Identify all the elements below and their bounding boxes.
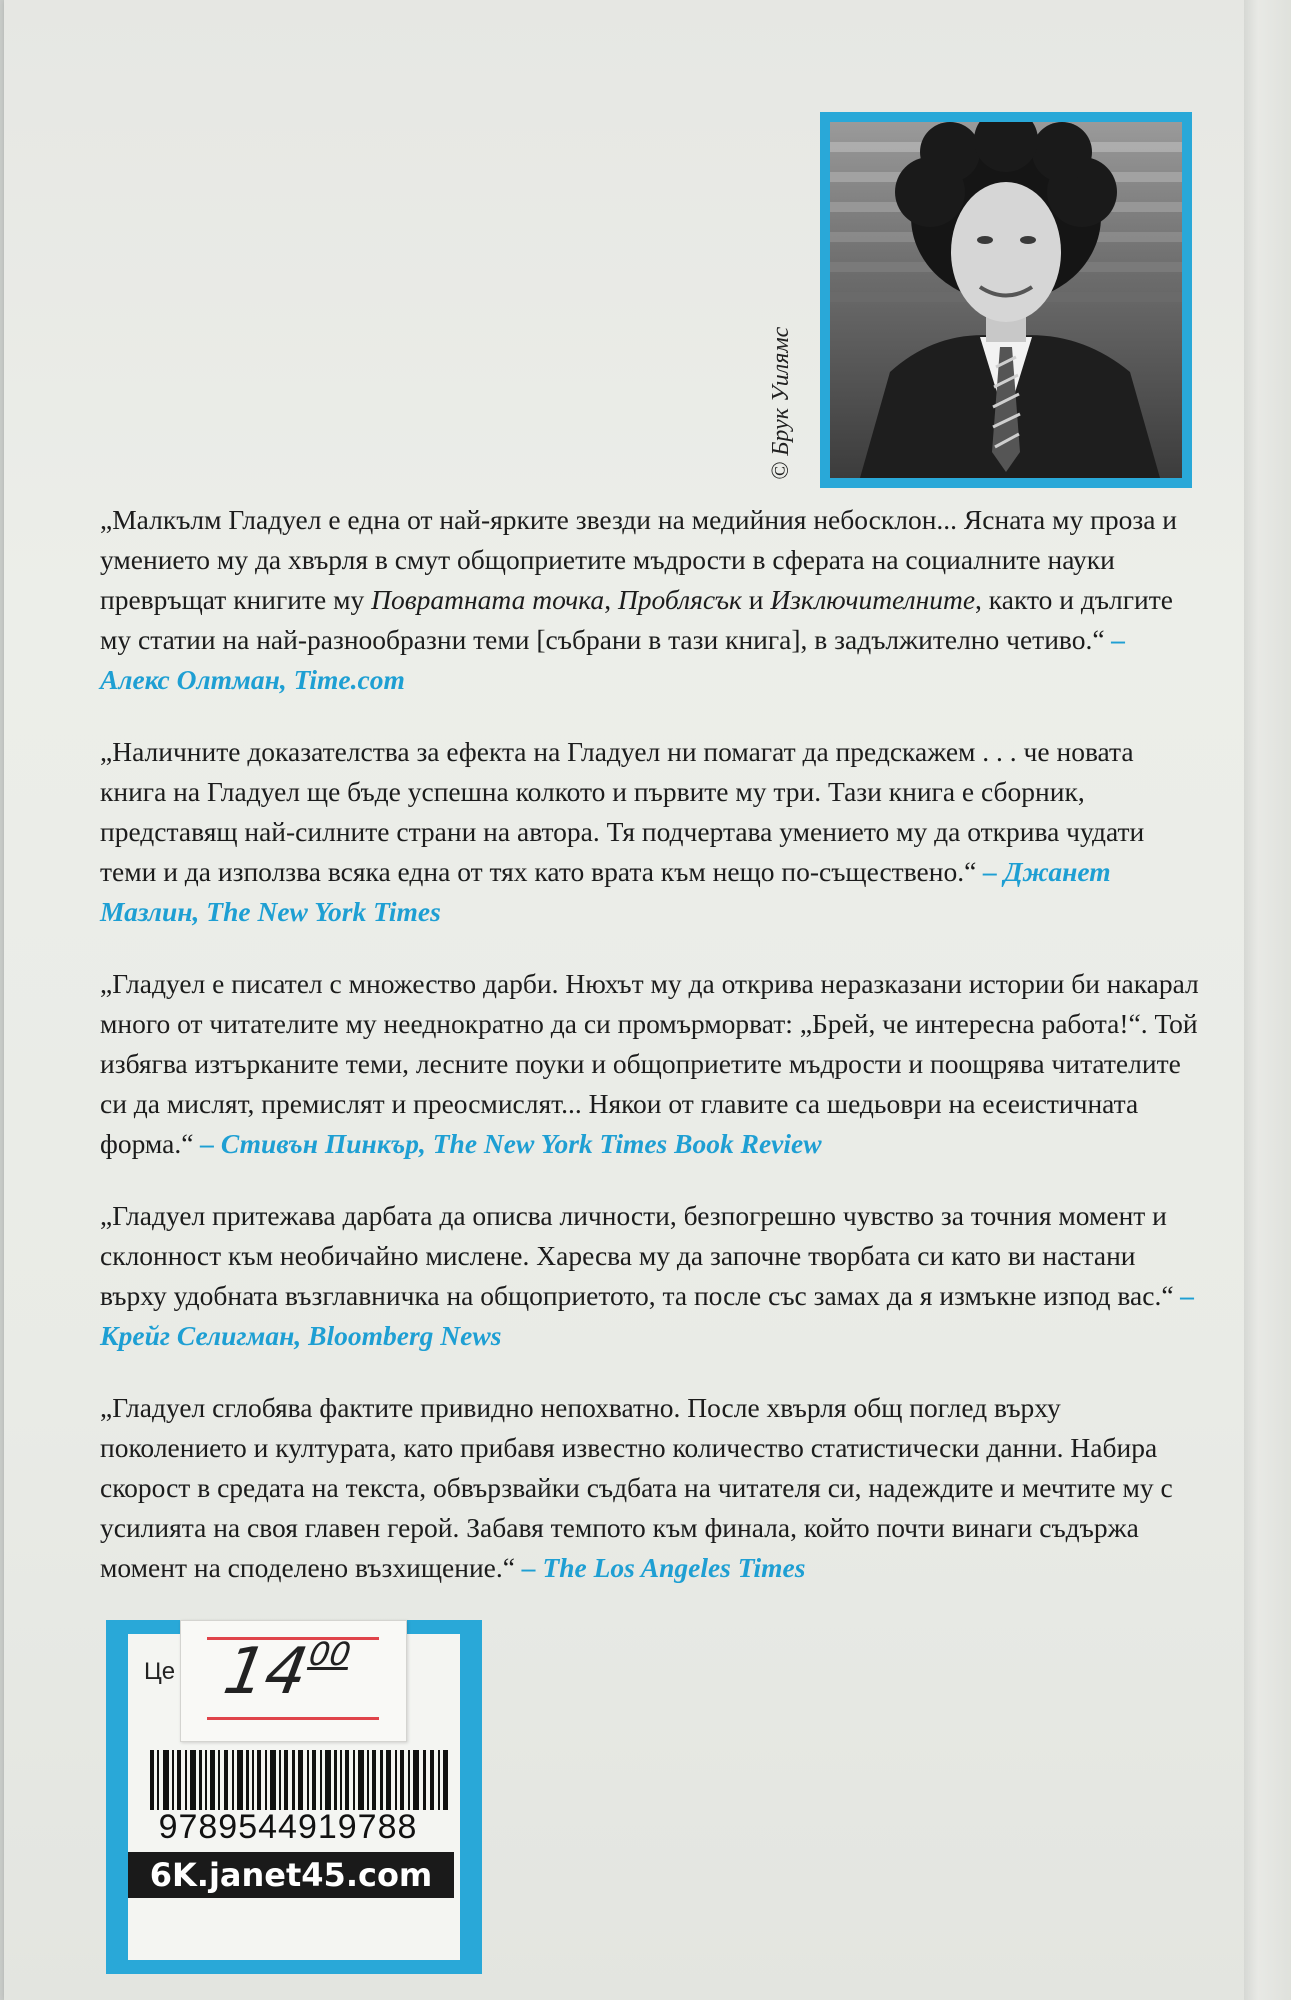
price-sticker-line-bottom	[207, 1717, 379, 1720]
author-portrait-illustration	[830, 122, 1182, 478]
review-source: – Крейг Селигман, Bloomberg News	[100, 1280, 1195, 1351]
review-source: – The Los Angeles Times	[521, 1552, 806, 1583]
reviews-section	[100, 500, 1200, 1620]
website-label: 6K.janet45.com	[128, 1852, 454, 1898]
book-title: Проблясък	[617, 584, 742, 615]
author-photo	[830, 122, 1182, 478]
book-edge	[1244, 0, 1291, 2000]
review-3	[100, 964, 1200, 1164]
review-text: „Наличните доказателства за ефекта на Гладуел ни помагат да предскажем . . . че новата книга на Гладуел ще бъде успешна колкото и първите му три. Тази книга е сборник, представящ най-силните страни на автора. Тя подчертава умението му да открива чудати теми и да използва всяка една от тях като врата към нещо по-съществено.“	[100, 736, 1145, 887]
review-text: „Малкълм Гладуел е една от най-ярките звезди на медийния небосклон... Ясната му проза и умението му да хвърля в смут общоприетите мъдрости в сферата на социалните науки превръщат книгите му	[100, 504, 1178, 615]
price-handwritten	[218, 1635, 353, 1709]
review-text: „Гладуел сглобява фактите привидно непохватно. После хвърля общ поглед върху поколението и културата, като прибавя известно количество статистически данни. Набира скорост в средата на текста, обвързвайки съдбата на читателя си, надеждите и мечтите му с усилията на своя главен герой. Забавя темпото към финала, който почти винаги съдържа момент на споделено възхищение.“	[100, 1392, 1173, 1583]
author-photo-frame	[820, 112, 1192, 488]
photo-credit: © Брук Уилямс	[768, 326, 794, 480]
book-title: Повратната точка	[371, 584, 605, 615]
separator: и	[741, 584, 771, 615]
review-source: – Джанет Мазлин, The New York Times	[100, 856, 1111, 927]
barcode-icon	[46, 1750, 466, 1810]
separator: ,	[604, 584, 618, 615]
price-sticker	[180, 1620, 407, 1742]
review-5	[100, 1388, 1200, 1588]
review-text: „Гладуел притежава дарбата да описва личности, безпогрешно чувство за точния момент и склонност към необичайно мислене. Харесва му да започне творбата си като ви настани върху удобната възглавничка на общоприетото, та после със замах да я измъкне изпод вас.“	[100, 1200, 1181, 1311]
review-text: „Гладуел е писател с множество дарби. Нюхът му да открива неразказани истории би накарал много от читателите му нееднократно да си промърморват: „Брей, че интересна работа!“. Той избягва изтърканите теми, лесните поуки и общоприетите мъдрости и поощрява читателите си да мислят, премислят и преосмислят... Някои от главите са шедьоври на есеистичната форма.“	[100, 968, 1199, 1159]
review-source: – Алекс Олтман, Time.com	[100, 624, 1126, 695]
review-1	[100, 500, 1200, 700]
isbn-number: 9789544919788	[158, 1808, 418, 1846]
review-4	[100, 1196, 1200, 1356]
review-text: , както и дългите му статии на най-разнообразни теми [събрани в тази книга], в задължително четиво.“	[100, 584, 1173, 655]
review-2	[100, 732, 1200, 932]
review-source: – Стивън Пинкър, The New York Times Book Review	[200, 1128, 822, 1159]
price-cents: 00	[306, 1635, 354, 1673]
book-title: Изключителните	[770, 584, 976, 615]
price-main: 14	[218, 1635, 313, 1709]
price-label: Це	[144, 1658, 176, 1685]
